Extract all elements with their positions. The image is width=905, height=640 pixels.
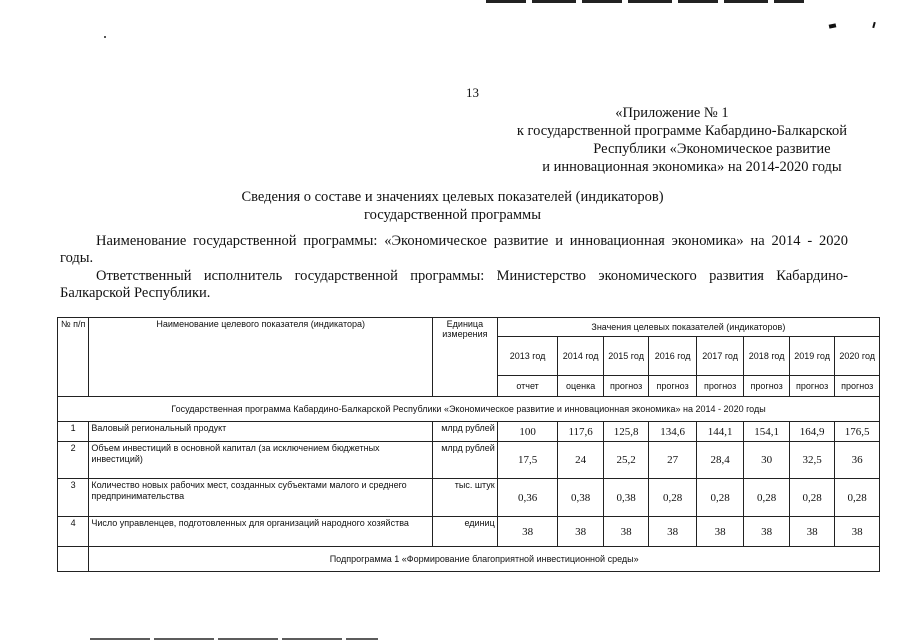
row-value: 164,9 — [789, 422, 834, 442]
executor-paragraph — [60, 268, 848, 302]
header-year: 2020 год — [835, 337, 880, 376]
header-year: 2013 год — [497, 337, 558, 376]
row-value: 0,38 — [603, 479, 648, 517]
row-value: 17,5 — [497, 442, 558, 479]
table-row — [58, 442, 880, 479]
row-num: 1 — [58, 422, 89, 442]
row-value: 38 — [696, 517, 744, 547]
appendix-line-3: Республики «Экономическое развитие — [593, 141, 831, 157]
row-value: 38 — [603, 517, 648, 547]
row-value: 0,28 — [744, 479, 789, 517]
header-year: 2019 год — [789, 337, 834, 376]
row-unit: млрд рублей — [433, 442, 498, 479]
header-status: прогноз — [603, 376, 648, 397]
row-value: 176,5 — [835, 422, 880, 442]
subprogram-title: Подпрограмма 1 «Формирование благоприятной инвестиционной среды» — [89, 547, 880, 572]
row-value: 0,38 — [558, 479, 603, 517]
scan-artifact-top — [486, 0, 804, 3]
row-value: 0,28 — [696, 479, 744, 517]
header-year: 2016 год — [649, 337, 697, 376]
header-status: прогноз — [744, 376, 789, 397]
row-value: 125,8 — [603, 422, 648, 442]
scan-mark — [829, 23, 837, 28]
header-status: прогноз — [835, 376, 880, 397]
title-line-2: государственной программы — [364, 207, 541, 223]
table-row — [58, 479, 880, 517]
row-value: 30 — [744, 442, 789, 479]
table-row — [58, 422, 880, 442]
row-value: 38 — [649, 517, 697, 547]
row-indicator-name: Валовый региональный продукт — [89, 422, 433, 442]
row-num: 4 — [58, 517, 89, 547]
row-value: 38 — [835, 517, 880, 547]
appendix-line-2: к государственной программе Кабардино-Балкарской — [516, 123, 847, 139]
row-indicator-name: Объем инвестиций в основной капитал (за исключением бюджетных инвестиций) — [89, 442, 433, 479]
executor-text: Ответственный исполнитель государственной программы: Министерство экономического развития Кабардино-Балкарской Республики. — [60, 268, 848, 301]
program-name-paragraph — [60, 233, 848, 267]
header-year: 2017 год — [696, 337, 744, 376]
row-value: 24 — [558, 442, 603, 479]
header-values: Значения целевых показателей (индикаторов) — [497, 318, 879, 337]
scan-mark — [104, 36, 106, 38]
indicators-table — [57, 317, 880, 572]
header-year: 2018 год — [744, 337, 789, 376]
row-value: 0,36 — [497, 479, 558, 517]
document-title — [0, 188, 905, 224]
appendix-line-1: «Приложение № 1 — [615, 105, 729, 121]
row-value: 25,2 — [603, 442, 648, 479]
row-value: 32,5 — [789, 442, 834, 479]
row-value: 36 — [835, 442, 880, 479]
row-num: 3 — [58, 479, 89, 517]
header-year: 2015 год — [603, 337, 648, 376]
row-unit: единиц — [433, 517, 498, 547]
row-value: 100 — [497, 422, 558, 442]
header-status: прогноз — [649, 376, 697, 397]
title-line-1: Сведения о составе и значениях целевых показателей (индикаторов) — [241, 189, 664, 205]
row-value: 27 — [649, 442, 697, 479]
header-year: 2014 год — [558, 337, 603, 376]
row-value: 28,4 — [696, 442, 744, 479]
row-value: 38 — [744, 517, 789, 547]
appendix-line-4: и инновационная экономика» на 2014-2020 годы — [542, 159, 842, 175]
header-status: прогноз — [789, 376, 834, 397]
appendix-header — [517, 104, 847, 176]
table-row — [58, 517, 880, 547]
row-value: 154,1 — [744, 422, 789, 442]
row-indicator-name: Количество новых рабочих мест, созданных субъектами малого и среднего предпринимательства — [89, 479, 433, 517]
scan-mark — [872, 22, 875, 28]
row-value: 0,28 — [835, 479, 880, 517]
row-indicator-name: Число управленцев, подготовленных для организаций народного хозяйства — [89, 517, 433, 547]
row-num: 2 — [58, 442, 89, 479]
section-title: Государственная программа Кабардино-Балкарской Республики «Экономическое развитие и инновационная экономика» на 2014 - 2020 годы — [58, 397, 880, 422]
row-value: 117,6 — [558, 422, 603, 442]
row-value: 0,28 — [789, 479, 834, 517]
program-name-text: Наименование государственной программы: «Экономическое развитие и инновационная экономика» на 2014 - 2020 годы. — [60, 233, 848, 266]
header-name: Наименование целевого показателя (индикатора) — [89, 318, 433, 397]
row-value: 144,1 — [696, 422, 744, 442]
row-unit: тыс. штук — [433, 479, 498, 517]
header-status: оценка — [558, 376, 603, 397]
header-num: № п/п — [58, 318, 89, 397]
row-value: 0,28 — [649, 479, 697, 517]
row-value: 134,6 — [649, 422, 697, 442]
header-unit: Единица измерения — [433, 318, 498, 397]
row-value: 38 — [789, 517, 834, 547]
row-value: 38 — [497, 517, 558, 547]
header-status: прогноз — [696, 376, 744, 397]
header-status: отчет — [497, 376, 558, 397]
row-unit: млрд рублей — [433, 422, 498, 442]
row-value: 38 — [558, 517, 603, 547]
page-number: 13 — [466, 85, 479, 100]
